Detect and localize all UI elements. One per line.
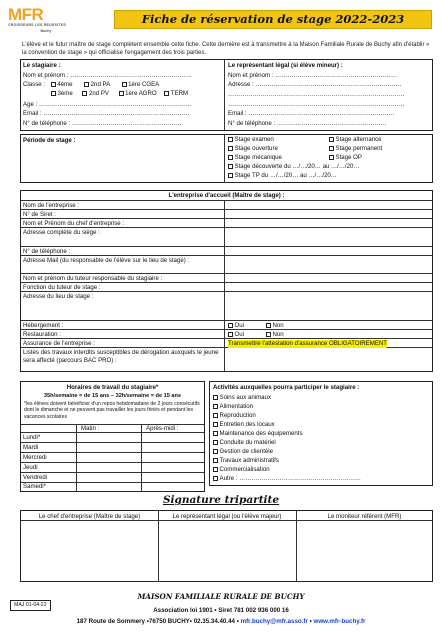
entreprise-row-travaux-interdits[interactable]: Listes des travaux interdits susceptibles de dérogation auxquels le jeune sera affecté (parcours BAC PRO) :	[23, 349, 219, 364]
checkbox-icon[interactable]	[329, 146, 334, 151]
checkbox-icon[interactable]	[213, 431, 218, 436]
horaires-section	[20, 381, 205, 492]
hebergement-non[interactable]: Non	[266, 322, 284, 330]
stagiaire-age-field[interactable]: Age : …………………………………………………………………	[23, 101, 192, 108]
entreprise-row-siret[interactable]: N° de Siret :	[21, 210, 432, 219]
checkbox-icon[interactable]	[84, 82, 89, 87]
periode-option-permanent[interactable]: Stage permanent	[329, 145, 382, 153]
entreprise-title: L'entreprise d'accueil (Maître de stage) :	[168, 192, 285, 199]
checkbox-icon[interactable]	[329, 137, 334, 142]
stagiaire-section	[20, 59, 433, 131]
activite-entretien-locaux[interactable]: Entretien des locaux	[213, 421, 275, 429]
activites-section	[209, 381, 433, 486]
assurance-obligatoire-note: Transmettre l'attestation d'assurance OBLIGATOIREMENT	[228, 340, 388, 347]
checkbox-icon[interactable]	[228, 155, 233, 160]
periode-section	[20, 134, 433, 183]
checkbox-icon[interactable]	[228, 164, 233, 169]
checkbox-icon[interactable]	[213, 422, 218, 427]
footer-contact	[0, 618, 442, 626]
mfr-logo	[8, 6, 84, 40]
stagiaire-classe-row1	[23, 81, 159, 89]
entreprise-section	[20, 190, 433, 372]
restauration-oui[interactable]: Oui	[228, 331, 244, 339]
logo-tagline: CROISSEURS LES REUSSITES	[8, 23, 66, 27]
checkbox-icon[interactable]	[213, 449, 218, 454]
classe-option-1ere-cgea[interactable]: 1ère CGEA	[122, 81, 160, 88]
revision-ref: MAJ 01-04-22	[10, 600, 51, 611]
activite-autre[interactable]: Autre : ……………………………………………………	[213, 475, 361, 483]
hebergement-oui[interactable]: Oui	[228, 322, 244, 330]
stagiaire-tel-field[interactable]: N° de téléphone : ………………………………………………	[23, 120, 182, 127]
periode-option-mecanique[interactable]: Stage mécanique	[228, 154, 282, 162]
entreprise-row-restauration: Restauration : Oui Non	[21, 330, 432, 339]
entreprise-row-fonction-tuteur[interactable]: Fonction du tuteur de stage :	[21, 283, 432, 292]
checkbox-icon[interactable]	[213, 476, 218, 481]
footer-separator: •	[309, 618, 312, 625]
periode-option-alternance[interactable]: Stage alternance	[329, 136, 382, 144]
stagiaire-email-field[interactable]: Email : ………………………………………………………………	[23, 110, 190, 117]
activite-travaux-administratifs[interactable]: Travaux administratifs	[213, 457, 279, 465]
page-title: Fiche de réservation de stage 2022-2023	[114, 10, 432, 29]
activite-gestion-clientele[interactable]: Gestion de clientèle	[213, 448, 273, 456]
classe-option-2nd-pa[interactable]: 2nd PA	[84, 81, 110, 88]
activites-title: Activités auxquelles pourra participer le stagiaire :	[213, 384, 360, 391]
signature-chef-entreprise: Le chef d'entreprise (Maître de stage)	[38, 513, 141, 520]
logo-text: MFR	[8, 5, 44, 24]
signature-box-representant[interactable]	[158, 521, 296, 582]
checkbox-icon[interactable]	[228, 332, 233, 337]
activite-reproduction[interactable]: Reproduction	[213, 412, 256, 420]
checkbox-icon[interactable]	[266, 323, 271, 328]
checkbox-icon[interactable]	[213, 413, 218, 418]
periode-option-ouverture[interactable]: Stage ouverture	[228, 145, 278, 153]
restauration-non[interactable]: Non	[266, 331, 284, 339]
checkbox-icon[interactable]	[213, 440, 218, 445]
stagiaire-classe-row2	[51, 90, 188, 98]
periode-option-op[interactable]: Stage OP	[329, 154, 362, 162]
activite-conduite-materiel[interactable]: Conduite du matériel	[213, 439, 276, 447]
periode-option-decouverte[interactable]: Stage découverte du …/…/20… au …/…/20…	[228, 163, 360, 171]
horaires-row-vendredi[interactable]: Vendredi	[21, 473, 204, 483]
footer-website-link[interactable]: www.mfr-buchy.fr	[313, 618, 366, 625]
footer-address: 187 Route de Sommery •76750 BUCHY• 02.35.34.40.44 •	[76, 618, 239, 625]
activite-commercialisation[interactable]: Commercialisation	[213, 466, 270, 474]
checkbox-icon[interactable]	[228, 323, 233, 328]
representant-tel-field[interactable]: N° de téléphone : ………………………………………………	[228, 120, 387, 127]
entreprise-row-telephone[interactable]: N° de téléphone :	[21, 247, 432, 256]
footer-org: MAISON FAMILIALE RURALE DE BUCHY	[137, 592, 305, 601]
footer-assoc: Association loi 1901 • Siret 781 002 936 000 16	[153, 607, 289, 614]
checkbox-icon[interactable]	[51, 82, 56, 87]
entreprise-row-hebergement: Hébergement : Oui Non	[21, 321, 432, 330]
horaires-row-samedi[interactable]: Samedi*	[23, 483, 47, 490]
horaires-subtitle: 35h/semaine = de 15 ans – 32h/semaine = de 15 ans	[43, 393, 182, 399]
entreprise-row-tuteur[interactable]: Nom et prénom du tuteur responsable du stagiaire :	[21, 274, 432, 283]
signature-table	[20, 510, 433, 582]
entreprise-row-nom[interactable]: Nom de l'entreprise :	[21, 201, 432, 210]
periode-title: Période de stage :	[23, 137, 76, 144]
footer-email-link[interactable]: mfr.buchy@mfr.asso.fr	[240, 618, 308, 625]
classe-option-4e[interactable]: 4ème	[51, 81, 73, 88]
checkbox-icon[interactable]	[213, 467, 218, 472]
classe-option-3e[interactable]: 3ème	[51, 90, 73, 97]
checkbox-icon[interactable]	[266, 332, 271, 337]
entreprise-row-assurance: Assurance de l'entreprise : Transmettre l'attestation d'assurance OBLIGATOIREMENT	[21, 339, 432, 348]
checkbox-icon[interactable]	[228, 173, 233, 178]
checkbox-icon[interactable]	[164, 91, 169, 96]
representant-adresse-line2[interactable]: ……………………………………………………………………………	[228, 91, 405, 98]
checkbox-icon[interactable]	[51, 91, 56, 96]
signature-representant: Le représentant légal (ou l'élève majeur)	[172, 513, 282, 520]
activite-soins-animaux[interactable]: Soins aux animaux	[213, 394, 271, 402]
entreprise-row-email[interactable]: Adresse Mail (du responsable de l'élève sur le lieu de stage) :	[21, 256, 432, 274]
classe-option-1ere-agro[interactable]: 1ère AGRO	[119, 90, 157, 97]
representant-adresse-line3[interactable]: ……………………………………………………………………………	[228, 101, 405, 108]
signature-moniteur: Le moniteur référent (MFR)	[327, 513, 402, 520]
classe-option-term[interactable]: TERM	[164, 90, 188, 97]
horaires-note: *les élèves doivent bénéficier d'un repos hebdomadaire de 2 jours consécutifs dont le dimanche et ne peuvent pas travailler les jours fériés et pendant les vacances scolaires	[24, 401, 200, 420]
activite-maintenance[interactable]: Maintenance des équipements	[213, 430, 303, 438]
entreprise-row-adresse-stage[interactable]: Adresse du lieu de stage :	[21, 292, 432, 321]
activite-alimentation[interactable]: Alimentation	[213, 403, 253, 411]
entreprise-row-chef[interactable]: Nom et Prénom du chef d'entreprise :	[21, 219, 432, 228]
horaires-title: Horaires de travail du stagiaire*	[66, 384, 159, 391]
representant-nom-field[interactable]: Nom et prénom : ……………………………………………………	[228, 72, 397, 79]
checkbox-icon[interactable]	[122, 82, 127, 87]
logo-town: Buchy	[40, 29, 52, 34]
signature-box-chef[interactable]	[21, 521, 158, 582]
representant-title: Le représentant légal (si élève mineur) :	[228, 62, 343, 69]
entreprise-row-adresse-siege[interactable]: Adresse complète du siège :	[21, 228, 432, 247]
stagiaire-title: Le stagiaire :	[23, 62, 61, 69]
periode-option-tp[interactable]: Stage TP du …/…/20… au …/…/20…	[228, 172, 337, 180]
representant-adresse-field[interactable]: Adresse : ………………………………………………………………	[228, 81, 402, 88]
classe-option-2nd-pv[interactable]: 2nd PV	[82, 90, 109, 97]
signature-title: Signature tripartite	[162, 494, 280, 506]
classe-label: Classe :	[23, 81, 46, 88]
intro-text: L'élève et le futur maître de stage complètent ensemble cette fiche. Cette dernière est à transmettre à la Maison Familiale Rurale de Buchy afin d'établir « la convention de stage » qui officialise l'engagement des trois parties.	[22, 42, 430, 56]
checkbox-icon[interactable]	[213, 458, 218, 463]
horaires-row-lundi[interactable]: Lundi*	[21, 433, 204, 443]
checkbox-icon[interactable]	[82, 91, 87, 96]
horaires-col-apres-midi: Après-midi :	[146, 425, 179, 432]
checkbox-icon[interactable]	[119, 91, 124, 96]
horaires-col-matin: Matin :	[81, 425, 100, 432]
signature-box-moniteur[interactable]	[296, 521, 433, 582]
horaires-row-mardi[interactable]: Mardi	[21, 443, 204, 453]
checkbox-icon[interactable]	[228, 137, 233, 142]
horaires-row-jeudi[interactable]: Jeudi	[21, 463, 204, 473]
checkbox-icon[interactable]	[228, 146, 233, 151]
periode-option-examen[interactable]: Stage examen	[228, 136, 274, 144]
checkbox-icon[interactable]	[213, 395, 218, 400]
representant-email-field[interactable]: Email : ………………………………………………………………	[228, 110, 395, 117]
horaires-row-mercredi[interactable]: Mercredi	[21, 453, 204, 463]
stagiaire-nom-field[interactable]: Nom et prénom : ……………………………………………………	[23, 72, 192, 79]
checkbox-icon[interactable]	[329, 155, 334, 160]
checkbox-icon[interactable]	[213, 404, 218, 409]
